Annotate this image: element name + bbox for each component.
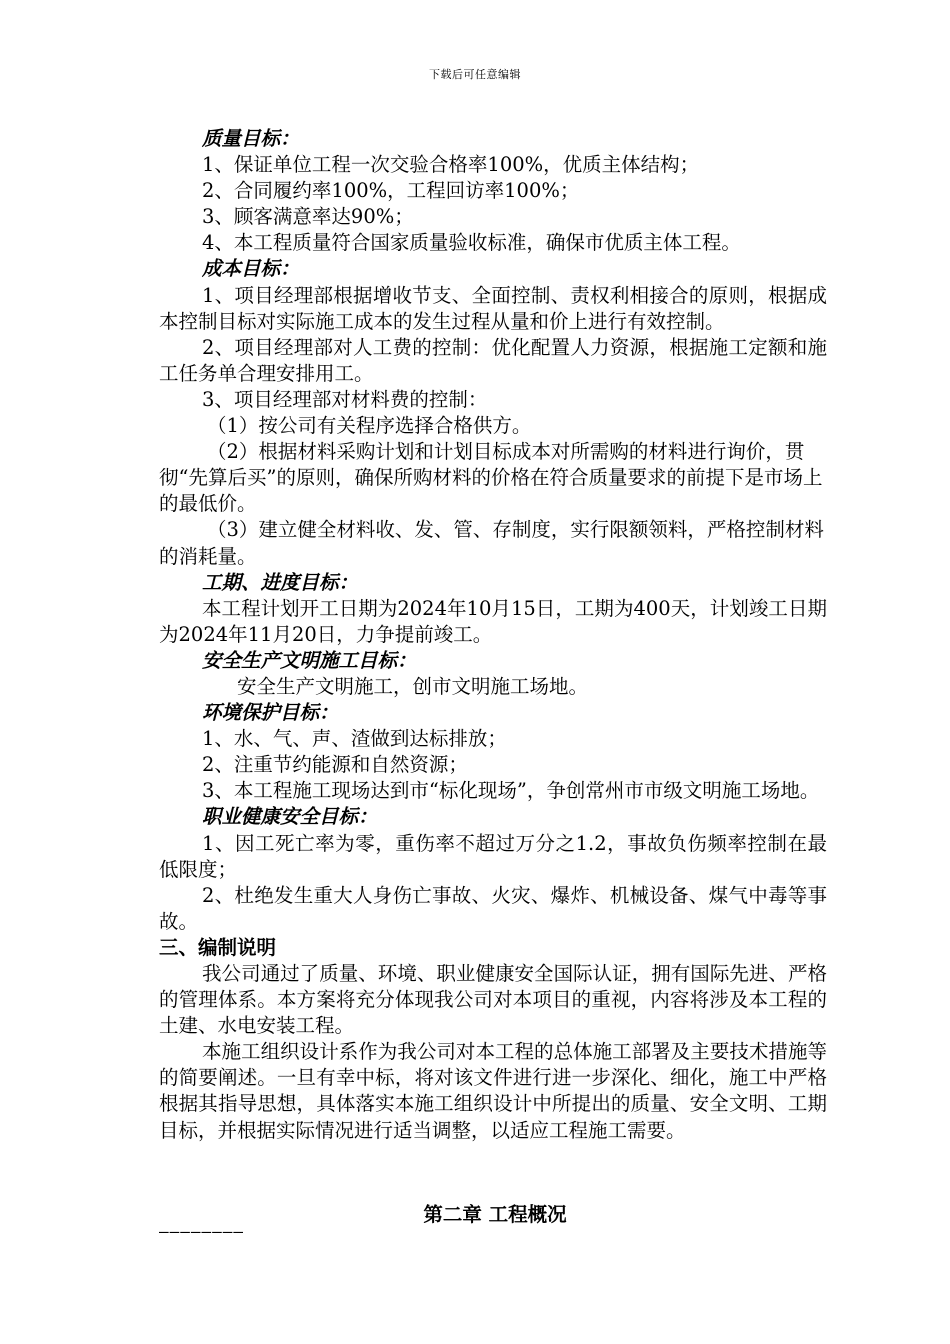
paragraph: 我公司通过了质量、环境、职业健康安全国际认证，拥有国际先进、严格的管理体系。本方案将充分体现我公司对本项目的重视，内容将涉及本工程的土建、水电安装工程。 bbox=[159, 962, 827, 1038]
paragraph: 4、本工程质量符合国家质量验收标准，确保市优质主体工程。 bbox=[202, 231, 741, 255]
goal-heading: 职业健康安全目标： bbox=[202, 805, 378, 829]
goal-heading: 环境保护目标： bbox=[202, 701, 339, 725]
paragraph: 1、项目经理部根据增收节支、全面控制、责权利相接合的原则，根据成本控制目标对实际施工成本的发生过程从量和价上进行有效控制。 bbox=[159, 283, 827, 333]
paragraph: 1、水、气、声、渣做到达标排放； bbox=[202, 727, 507, 751]
paragraph: 1、保证单位工程一次交验合格率100%，优质主体结构； bbox=[202, 153, 700, 177]
page-header-note: 下载后可任意编辑 bbox=[429, 68, 521, 81]
goal-heading: 成本目标： bbox=[202, 257, 300, 281]
paragraph: 2、项目经理部对人工费的控制：优化配置人力资源，根据施工定额和施工任务单合理安排用工。 bbox=[159, 335, 827, 385]
paragraph: 3、项目经理部对材料费的控制： bbox=[202, 387, 488, 411]
paragraph: 3、本工程施工现场达到市“标化现场”，争创常州市市级文明施工场地。 bbox=[202, 779, 820, 803]
sub-item-paragraph: （2）根据材料采购计划和计划目标成本对所需购的材料进行询价，贯彻“先算后买”的原则，确保所购材料的价格在符合质量要求的前提下是市场上的最低价。 bbox=[159, 440, 823, 516]
paragraph: 本施工组织设计系作为我公司对本工程的总体施工部署及主要技术措施等的简要阐述。一旦有幸中标，将对该文件进行进一步深化、细化，施工中严格根据其指导思想，具体落实本施工组织设计中所提出的质量、安全文明、工期目标，并根据实际情况进行适当调整，以适应工程施工需要。 bbox=[159, 1040, 827, 1142]
paragraph: 3、顾客满意率达90%； bbox=[202, 205, 414, 229]
chapter-title: 第二章 工程概况 bbox=[423, 1203, 567, 1226]
paragraph: 1、因工死亡率为零，重伤率不超过万分之1.2，事故负伤频率控制在最低限度； bbox=[159, 831, 827, 881]
paragraph: 2、合同履约率100%，工程回访率100%； bbox=[202, 179, 580, 203]
document-body bbox=[159, 126, 827, 1144]
sub-item-paragraph: （1）按公司有关程序选择合格供方。 bbox=[207, 414, 532, 438]
indented-paragraph: 安全生产文明施工，创市文明施工场地。 bbox=[237, 674, 589, 698]
paragraph: 2、注重节约能源和自然资源； bbox=[202, 753, 468, 777]
goal-heading: 质量目标： bbox=[202, 127, 300, 150]
sub-item-paragraph: （3）建立健全材料收、发、管、存制度，实行限额领料，严格控制材料的消耗量。 bbox=[159, 518, 824, 568]
goal-heading: 工期、进度目标： bbox=[202, 570, 359, 594]
paragraph: 2、杜绝发生重大人身伤亡事故、火灾、爆炸、机械设备、煤气中毒等事故。 bbox=[159, 883, 827, 933]
goal-heading: 安全生产文明施工目标： bbox=[202, 648, 417, 672]
footer-dashes: ———————— bbox=[159, 1222, 245, 1241]
paragraph: 本工程计划开工日期为2024年10月15日，工期为400天，计划竣工日期为2024年11月20日，力争提前竣工。 bbox=[159, 596, 827, 646]
section-heading: 三、编制说明 bbox=[159, 935, 277, 959]
